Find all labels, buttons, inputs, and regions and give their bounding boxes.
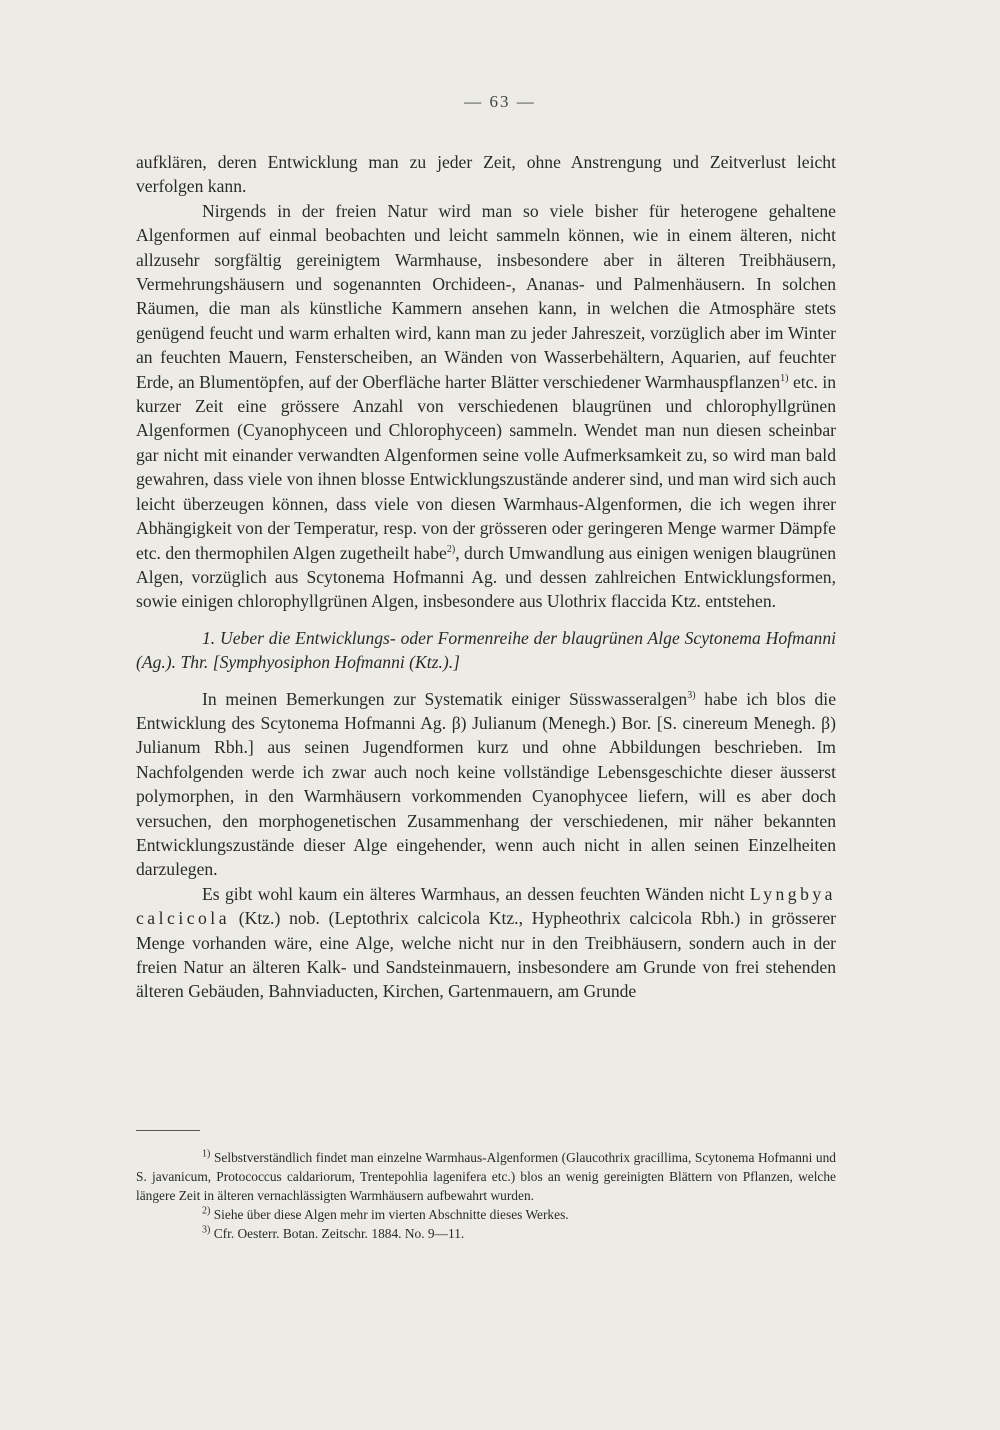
footnote-text: Selbstverständlich findet man einzelne Warmhaus-Algenformen (Glaucothrix gracillima, Scytonema Hofmanni und S. javanicum, Protococcus caldariorum, Trentepohlia lagenifera etc.) blos an wenig gereinigten Blättern von Pflanzen, welche längere Zeit in älteren vernachlässigten Warmhäusern aufbewahrt wurden. (136, 1150, 837, 1203)
paragraph-scytonema (136, 687, 836, 882)
paragraph-text: In meinen Bemerkungen zur Systematik einiger Süsswasseralgen (202, 688, 688, 709)
paragraph-text: etc. in kurzer Zeit eine grössere Anzahl von verschiedenen blaugrünen und chlorophyllgrünen Algenformen (Cyanophyceen und Chlorophyceen) sammeln. Wendet man nun diesen scheinbar gar nicht mit einander verwandten Algenformen seine volle Aufmerksamkeit zu, so wird man bald gewahren, dass viele von ihnen blosse Entwicklungszustände anderer sind, und man wird sich auch leicht überzeugen können, dass viele von diesen Warmhaus-Algenformen, die ich wegen ihrer Abhängigkeit von der Temperatur, resp. von der grösseren oder geringeren Menge warmer Dämpfe etc. den thermophilen Algen zugetheilt habe (136, 371, 836, 563)
paragraph-lyngbya (136, 882, 836, 1004)
species-name-spaced: Lyngbya calcicola (136, 883, 836, 929)
footnote-ref-2[interactable]: 2) (446, 543, 456, 555)
page-number: — 63 — (464, 92, 536, 111)
footnote-text: Cfr. Oesterr. Botan. Zeitschr. 1884. No. 9—11. (213, 1226, 465, 1241)
paragraph-text: Nirgends in der freien Natur wird man so viele bisher für heterogene gehaltene Algenformen auf einmal beobachten und leicht sammeln können, wie in einem älteren, nicht allzusehr sorgfältig gereinigtem Warmhause, insbesondere aber in älteren Treibhäusern, Vermehrungshäusern und sogenannten Orchideen-, Ananas- und Palmenhäusern. In solchen Räumen, die man als künstliche Kammern ansehen kann, in welchen die Atmosphäre stets genügend feucht und warm erhalten wird, kann man zu jeder Jahreszeit, vorzüglich aber im Winter an feuchten Mauern, Fensterscheiben, an Wänden von Wasserbehältern, Aquarien, auf feuchter Erde, an Blumentöpfen, auf der Oberfläche harter Blätter verschiedener Warmhauspflanzen (136, 200, 836, 392)
paragraph-text: Es gibt wohl kaum ein älteres Warmhaus, an dessen feuchten Wänden nicht (202, 883, 750, 904)
paragraph-warmhouse-algae (136, 199, 836, 614)
footnote-3 (136, 1224, 836, 1243)
paragraph-text: , durch Umwandlung aus einigen wenigen blaugrünen Algen, vorzüglich aus Scytonema Hofmanni Ag. und dessen zahlreichen Entwicklungsformen, sowie einigen chlorophyllgrünen Algen, insbesondere aus Ulothrix flaccida Ktz. entstehen. (136, 542, 836, 612)
paragraph-text: (Ktz.) nob. (Leptothrix calcicola Ktz., Hypheothrix calcicola Rbh.) in grösserer Menge vorhanden wäre, eine Alge, welche nicht nur in den Treibhäusern, sondern auch in der freien Natur an älteren Kalk- und Sandsteinmauern, insbesondere am Grunde von frei stehenden älteren Gebäuden, Bahnviaducten, Kirchen, Gartenmauern, am Grunde (136, 908, 836, 1002)
footnote-1 (136, 1148, 836, 1205)
footnote-ref-3[interactable]: 3) (687, 689, 696, 701)
body-text (136, 150, 836, 1004)
footnote-mark: 2) (202, 1205, 211, 1217)
paragraph-continuation: aufklären, deren Entwicklung man zu jeder Zeit, ohne Anstrengung und Zeitverlust leicht verfolgen kann. (136, 152, 836, 197)
footnote-ref-1[interactable]: 1) (780, 372, 789, 384)
footnote-mark: 3) (202, 1224, 211, 1236)
paragraph-text: habe ich blos die Entwicklung des Scytonema Hofmanni Ag. β) Julianum (Menegh.) Bor. [S. cinereum Menegh. β) Julianum Rbh.] aus seinen Jugendformen kurz und ohne Abbildungen beschrieben. Im Nachfolgenden werde ich zwar auch noch keine vollständige Lebensgeschichte dieser äusserst polymorphen, in den Warmhäusern vorkommenden Cyanophycee liefern, will es aber doch versuchen, den morphogenetischen Zusammenhang der verschiedenen, mir näher bekannten Entwicklungszustände dieser Alge eingehender, wenn auch nicht in allen seinen Einzelheiten darzulegen. (136, 688, 837, 880)
footnote-mark: 1) (202, 1148, 211, 1160)
footnotes (136, 1148, 836, 1243)
section-heading: 1. Ueber die Entwicklungs- oder Formenreihe der blaugrünen Alge Scytonema Hofmanni (Ag.). Thr. [Symphyosiphon Hofmanni (Ktz.).] (136, 627, 836, 673)
footnote-2 (136, 1205, 836, 1224)
footnote-text: Siehe über diese Algen mehr im vierten Abschnitte dieses Werkes. (213, 1207, 569, 1222)
footnote-divider (136, 1130, 200, 1131)
